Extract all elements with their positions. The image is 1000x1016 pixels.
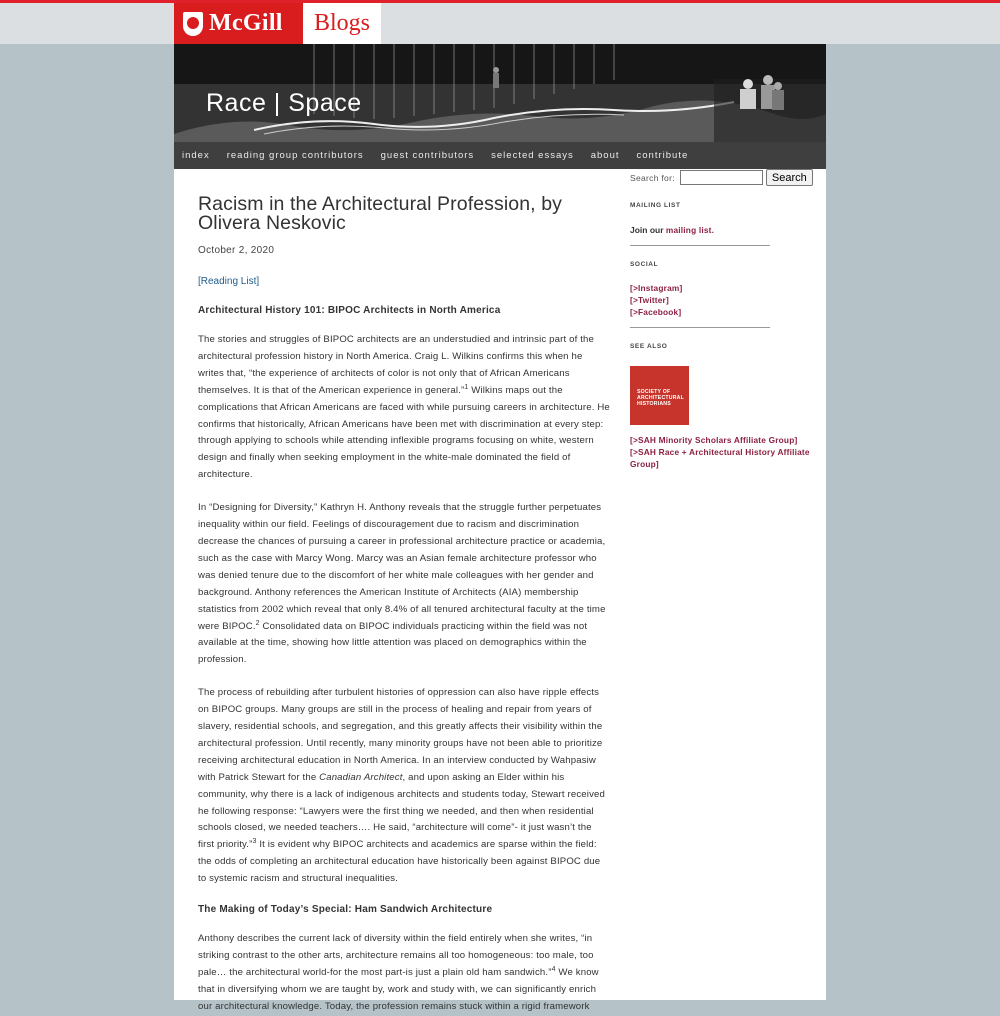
mcgill-logo[interactable] [174,3,303,44]
blogs-logo[interactable]: Blogs [303,3,381,44]
nav-index[interactable]: index [182,150,210,161]
mcgill-wordmark: McGill [209,10,283,36]
social-heading: SOCIAL [630,261,659,268]
main-nav [174,142,826,169]
search-input[interactable] [680,170,763,185]
footnote-ref-4[interactable]: 4 [551,965,556,973]
see-also-links [630,435,820,470]
reading-list-link[interactable]: [Reading List] [198,276,260,287]
nav-guest-contributors[interactable]: guest contributors [380,150,475,161]
mcgill-crest-icon [183,12,203,36]
page-container [174,169,826,1012]
search-button[interactable]: Search [766,169,813,186]
sah-logo[interactable]: SOCIETY OF ARCHITECTURAL HISTORIANS [630,366,689,425]
mailing-list-link[interactable]: mailing list. [665,225,715,235]
post-date: October 2, 2020 [198,245,275,256]
sah-race-architectural-history-link[interactable]: [>SAH Race + Architectural History Affiliate Group] [630,446,810,469]
site-title[interactable]: Race | Space [206,89,362,117]
divider [630,245,770,246]
mailing-list-text: Join our mailing list. [630,225,715,235]
sah-minority-scholars-link[interactable]: [>SAH Minority Scholars Affiliate Group] [630,435,798,445]
twitter-link[interactable]: [>Twitter] [630,294,669,305]
footnote-ref-2[interactable]: 2 [255,619,260,627]
footnote-ref-1[interactable]: 1 [464,383,469,391]
paragraph-3: The process of rebuilding after turbulent histories of oppression can also have ripple effects on BIPOC groups. Many groups are still in the process of healing and repair from years of slavery, residential schools, and segregation, and this greatly affects their visibility within the architectural profession. Until recently, many minority groups have not been able to prioritize receiving architectural education in North America. In an interview conducted by Wahpasiw with Patrick Stewart for the Canadian Architect, and upon asking an Elder within his community, why there is a lack of indigenous architects and students today, Stewart received he following response: “Lawyers were the first thing we needed, and then when residential schools closed, we needed teachers…. He said, “architecture will come”- it just wasn’t the first priority.”$^3$ It is evident why BIPOC architects and academics are sparse within the field: the odds of completing an architectural education have historically been against BIPOC due to systemic racism and structural inequalities. [198,687,605,885]
social-links [630,283,682,318]
paragraph-2: In “Designing for Diversity,” Kathryn H. Anthony reveals that the struggle further perpetuates inequality within our field. Feelings of discouragement due to racism and discrimination decrease the chances of pursuing a career in professional architecture practice or academia, such as the case with Marcy Wong. Marcy was an Asian female architecture professor who was denied tenure due to the discomfort of her white male colleagues with her gender and background. Anthony references the American Institute of Architects (AIA) membership statistics from 2002 which reveal that only 8.4% of all tenured architectural faculty at the time were BIPOC.$^2$ Consolidated data on BIPOC individuals practicing within the field was not available at the time, showing how little attention was placed on demographics within the profession. [198,502,606,666]
post-article [198,195,610,1016]
see-also-heading: SEE ALSO [630,343,668,350]
post-title: Racism in the Architectural Profession, by Olivera Neskovic [198,193,563,234]
divider [630,327,770,328]
nav-about[interactable]: about [590,150,620,161]
nav-contribute[interactable]: contribute [636,150,689,161]
search-label: Search for: [630,172,675,183]
facebook-link[interactable]: [>Facebook] [630,306,682,317]
section-heading-1: Architectural History 101: BIPOC Architects in North America [198,305,501,316]
nav-reading-group-contributors[interactable]: reading group contributors [226,150,364,161]
instagram-link[interactable]: [>Instagram] [630,283,683,293]
footnote-ref-3[interactable]: 3 [252,838,257,846]
mailing-list-heading: MAILING LIST [630,202,681,209]
site-banner [174,44,826,142]
section-heading-2: The Making of Today’s Special: Ham Sandwich Architecture [198,904,493,916]
search-form [630,169,813,186]
paragraph-1: The stories and struggles of BIPOC architects are an understudied and intrinsic part of the architectural profession history in North America. Craig L. Wilkins confirms this when he writes that, “the experience of architects of color is not only that of African Americans themselves. It is that of the American experience in general.”$^1$ Wilkins maps out the complications that African Americans are faced with while pursuing careers in architecture. He confirms that historically, African Americans have been met with discrimination at every step: through applying to schools while attending inflexible programs focusing on white, western design and finally when seeking employment in the white-male dominated the field of architecture. [198,334,610,481]
top-bar [0,3,1000,44]
nav-selected-essays[interactable]: selected essays [491,150,574,161]
paragraph-4: Anthony describes the current lack of diversity within the field entirely when she writes, “in striking contrast to the other arts, architecture remains all too homogeneous: too male, too pale… the architectural world-for the most part-is just a plain old ham sandwich.”$^4$ We know that in diversifying whom we are taught by, work and study with, we can significantly enrich our architectural knowledge. Today, the profession remains stuck within a rigid framework [198,933,599,1012]
